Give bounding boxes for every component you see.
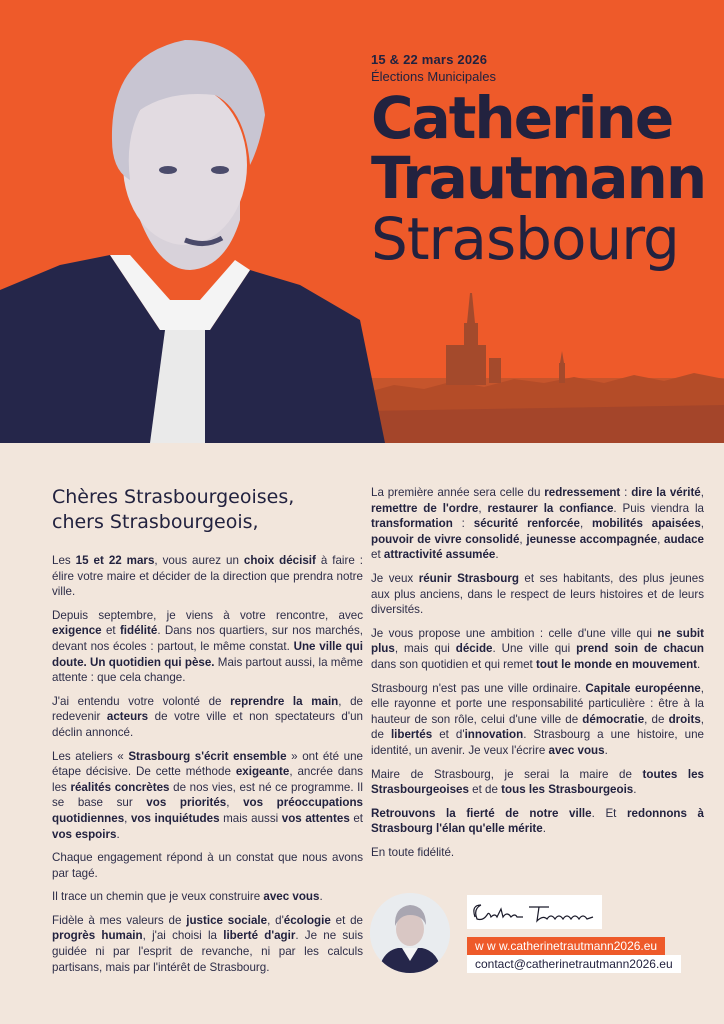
text: J'ai entendu votre volonté de bbox=[52, 694, 231, 708]
bold-text: dire la vérité bbox=[631, 486, 701, 499]
left-paragraphs bbox=[52, 553, 363, 975]
text: Mais partout aussi, la même attente : que cela change. bbox=[52, 655, 363, 685]
text: et d' bbox=[432, 728, 465, 742]
text: » ont été une étape décisive. De cette méthode bbox=[52, 749, 363, 779]
bold-text: vos espoirs bbox=[52, 827, 117, 841]
letter-paragraph bbox=[371, 806, 704, 837]
text: . Strasbourg a une histoire, une identité, un avenir. Je veux l'écrire bbox=[371, 728, 704, 757]
letter-paragraph bbox=[52, 889, 363, 905]
text: Strasbourg n'est pas une ville ordinaire. bbox=[371, 681, 586, 695]
letter-right-column bbox=[371, 485, 704, 868]
text: . bbox=[697, 657, 701, 671]
text: , ancrée dans les bbox=[52, 765, 363, 794]
bold-text: exigeante bbox=[235, 765, 290, 779]
city-name: Strasbourg bbox=[371, 205, 679, 273]
text: et bbox=[349, 811, 364, 825]
candidate-last-name: Trautmann bbox=[371, 144, 706, 212]
text: : bbox=[620, 486, 632, 499]
bold-text: ne subit plus bbox=[371, 626, 704, 656]
text: , j'ai choisi la bbox=[142, 929, 224, 943]
bold-text: libertés bbox=[390, 728, 433, 742]
text: , mais qui bbox=[394, 642, 456, 656]
bold-text: Une ville qui doute. Un quotidien qui pèse. bbox=[52, 639, 363, 669]
text: : bbox=[452, 517, 474, 531]
bold-text: choix décisif bbox=[243, 554, 316, 567]
text: , bbox=[700, 517, 705, 531]
text: Les ateliers « bbox=[52, 749, 129, 763]
email-link[interactable]: contact@catherinetrautmann2026.eu bbox=[467, 955, 681, 973]
text: de nos vies, est né ce programme. Il se base sur bbox=[52, 780, 363, 810]
text: , bbox=[226, 796, 244, 810]
text: à faire : élire votre maire et décider de la direction que prendra notre ville. bbox=[52, 554, 364, 599]
text: , de bbox=[644, 712, 669, 726]
bold-text: liberté d'agir bbox=[223, 929, 296, 943]
bold-text: droits bbox=[668, 712, 701, 726]
text: Je vous propose une ambition : celle d'une ville qui bbox=[371, 626, 658, 640]
candidate-avatar bbox=[370, 893, 450, 973]
bold-text: redonnons à Strasbourg l'élan qu'elle mérite bbox=[371, 806, 704, 836]
bold-text: écologie bbox=[283, 913, 331, 927]
letter-paragraph bbox=[52, 850, 363, 881]
bold-text: exigence bbox=[52, 624, 102, 638]
election-date: 15 & 22 mars 2026 bbox=[371, 52, 488, 67]
bold-text: vos attentes bbox=[281, 811, 350, 825]
bold-text: vos priorités bbox=[146, 796, 227, 810]
bold-text: 15 et 22 mars bbox=[75, 554, 155, 567]
bold-text: démocratie bbox=[582, 712, 645, 726]
text: . bbox=[633, 783, 637, 797]
text: , bbox=[657, 532, 665, 546]
bold-text: vos préoccupations quotidiennes bbox=[52, 796, 363, 825]
greeting-line-1: Chères Strasbourgeoises, bbox=[52, 486, 295, 508]
text: mais aussi bbox=[219, 811, 282, 825]
signature-block bbox=[370, 893, 704, 983]
text: Je veux bbox=[371, 571, 419, 585]
text: , elle rayonne et porte une responsabilité particulière : être à la hauteur de son rôle, celui d'une ville de bbox=[371, 681, 704, 726]
letter-paragraph bbox=[371, 626, 704, 673]
text: Les bbox=[52, 554, 76, 567]
bold-text: audace bbox=[664, 532, 704, 546]
bold-text: Retrouvons la fierté de notre ville bbox=[371, 806, 592, 820]
text: La première année sera celle du bbox=[371, 486, 545, 499]
text: , bbox=[519, 532, 527, 546]
letter-left-column bbox=[52, 485, 363, 983]
bold-text: restaurer la confiance bbox=[487, 501, 614, 515]
text: Maire de Strasbourg, je serai la maire de bbox=[371, 767, 643, 781]
bold-text: vos inquiétudes bbox=[130, 811, 220, 825]
bold-text: sécurité renforcée bbox=[473, 517, 580, 531]
text: , bbox=[579, 517, 593, 531]
text: . bbox=[604, 743, 608, 757]
letter-paragraph bbox=[371, 485, 704, 563]
text: . bbox=[319, 890, 323, 904]
bold-text: mobilités apaisées bbox=[592, 517, 701, 531]
bold-text: toutes les Strasbourgeoises bbox=[371, 767, 704, 797]
bold-text: décide bbox=[455, 642, 493, 656]
strasbourg-skyline-image bbox=[364, 293, 724, 443]
bold-text: progrès humain bbox=[52, 929, 143, 943]
election-subtitle: Élections Municipales bbox=[371, 69, 497, 84]
bold-text: remettre de l'ordre bbox=[371, 501, 479, 515]
candidate-first-name: Catherine bbox=[371, 84, 673, 152]
bold-text: innovation bbox=[464, 728, 524, 742]
text: et de bbox=[330, 913, 364, 927]
text: , vous aurez un bbox=[154, 554, 244, 567]
bold-text: jeunesse accompagnée bbox=[526, 532, 658, 546]
text: . bbox=[495, 548, 499, 562]
bold-text: Strasbourg s'écrit ensemble bbox=[128, 749, 287, 763]
text: En toute fidélité. bbox=[371, 845, 455, 859]
handwritten-signature bbox=[467, 895, 602, 929]
hero-banner bbox=[0, 0, 724, 443]
text: . Dans nos quartiers, sur nos marchés, devant nos écoles : partout, le même constat. bbox=[52, 624, 363, 653]
text: , bbox=[124, 811, 131, 825]
text: Il trace un chemin que je veux construire bbox=[52, 890, 264, 904]
text: , de redevenir bbox=[52, 694, 363, 724]
candidate-portrait bbox=[0, 30, 395, 443]
text: et ses habitants, des plus jeunes aux plus anciens, dans le respect de leurs histoires et de leurs diversités. bbox=[371, 571, 704, 617]
text: Fidèle à mes valeurs de bbox=[52, 913, 187, 927]
bold-text: Capitale européenne bbox=[585, 681, 701, 695]
text: . bbox=[116, 827, 120, 841]
bold-text: réunir Strasbourg bbox=[418, 571, 519, 585]
text: , bbox=[700, 486, 704, 499]
letter-paragraph bbox=[52, 553, 363, 600]
letter-paragraph bbox=[371, 845, 704, 861]
bold-text: tous les Strasbourgeois bbox=[501, 783, 634, 797]
bold-text: reprendre la main bbox=[230, 694, 339, 708]
letter-paragraph bbox=[52, 749, 363, 843]
letter-paragraph bbox=[52, 694, 363, 741]
bold-text: transformation bbox=[371, 517, 453, 531]
bold-text: fidélité bbox=[119, 624, 158, 638]
text: , bbox=[478, 501, 488, 515]
letter-paragraph bbox=[52, 913, 363, 975]
text: . Une ville qui bbox=[492, 642, 577, 656]
text: de votre ville et non spectateurs d'un déclin annoncé. bbox=[52, 710, 363, 739]
bold-text: réalités concrètes bbox=[70, 780, 170, 794]
letter-paragraph bbox=[371, 767, 704, 798]
bold-text: acteurs bbox=[106, 710, 149, 724]
text: et bbox=[101, 624, 120, 638]
text: et de bbox=[468, 783, 502, 797]
text: , de bbox=[371, 712, 705, 742]
text: . Je ne suis guidée ni par l'esprit de revanche, ni par les calculs partisans, mais par l'intérêt de Strasbourg. bbox=[52, 929, 363, 974]
text: . bbox=[542, 822, 546, 836]
text: Chaque engagement répond à un constat que nous avons par tagé. bbox=[52, 851, 363, 880]
website-link[interactable]: w w w.catherinetrautmann2026.eu bbox=[467, 937, 665, 955]
text: Depuis septembre, je viens à votre rencontre, avec bbox=[52, 608, 363, 622]
bold-text: redressement bbox=[544, 486, 621, 499]
greeting-line-2: chers Strasbourgeois, bbox=[52, 511, 259, 533]
text: , d' bbox=[267, 913, 284, 927]
bold-text: attractivité assumée bbox=[383, 548, 496, 562]
letter-paragraph bbox=[371, 571, 704, 618]
text: et bbox=[371, 548, 384, 562]
bold-text: pouvoir de vivre consolidé bbox=[371, 532, 520, 546]
text: . Puis viendra la bbox=[613, 501, 704, 515]
bold-text: prend soin de chacun bbox=[576, 642, 704, 656]
text: . Et bbox=[591, 806, 628, 820]
bold-text: justice sociale bbox=[186, 913, 268, 927]
letter-greeting bbox=[52, 485, 363, 535]
letter-paragraph bbox=[52, 608, 363, 686]
right-paragraphs bbox=[371, 485, 704, 860]
bold-text: tout le monde en mouvement bbox=[536, 657, 698, 671]
text: dans son quotidien et qui remet bbox=[371, 657, 536, 671]
bold-text: avec vous bbox=[548, 743, 605, 757]
letter-paragraph bbox=[371, 681, 704, 759]
hero-title-block bbox=[371, 52, 724, 273]
bold-text: avec vous bbox=[263, 890, 320, 904]
